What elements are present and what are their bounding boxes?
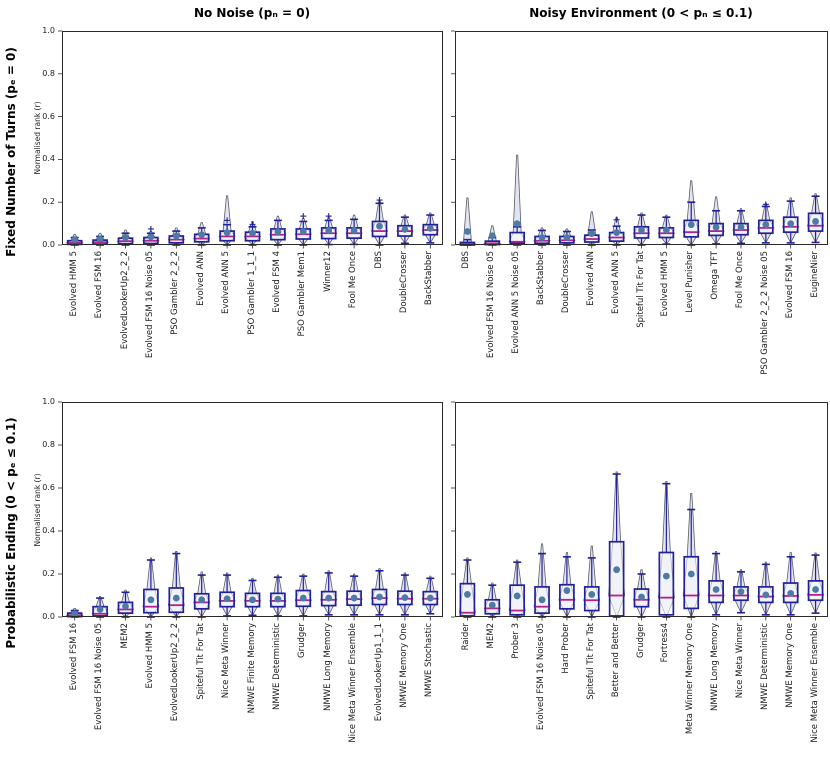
x-tick-label: PSO Gambler 2_2_2	[170, 251, 181, 335]
x-tick-label: Omega TFT	[710, 251, 721, 300]
x-tick-label: MEM2	[486, 623, 497, 649]
x-tick-label: Level Punisher	[685, 251, 696, 313]
x-tick-label: Evolved FSM 16	[784, 251, 795, 319]
x-tick-label: Evolved FSM 16	[94, 251, 105, 319]
x-tick-label: Nice Meta Winner Ensemble	[348, 623, 359, 743]
x-tick-label: Evolved FSM 16	[68, 623, 79, 691]
x-tick-label: Evolved FSM 16 Noise 05	[486, 251, 497, 359]
x-tick-label: Winner12	[322, 251, 333, 292]
y-tick-label: 0.6	[42, 483, 55, 492]
y-tick-label: 0.6	[42, 111, 55, 121]
x-tick-label: DoubleCrosser	[398, 251, 409, 314]
x-tick-label: NMWE Finite Memory	[246, 623, 257, 714]
y-tick-label: 1.0	[42, 397, 55, 406]
x-tick-label: NMWE Long Memory	[710, 623, 721, 712]
y-tick-label: 0.8	[42, 68, 55, 78]
x-tick-label: Spiteful Tit For Tat	[195, 623, 206, 700]
x-tick-label: Meta Winner Memory One	[685, 623, 696, 735]
y-tick-label: 0.8	[42, 440, 55, 449]
x-tick-label: NMWE Long Memory	[322, 623, 333, 712]
x-tick-label: Fortress4	[660, 623, 671, 663]
x-tick-label: Grudger	[635, 623, 646, 658]
x-tick-label: Prober 3	[511, 623, 522, 659]
x-tick-label: Better and Better	[610, 623, 621, 698]
x-tick-label: Raider	[461, 623, 472, 651]
x-tick-label: DoubleCrosser	[560, 251, 571, 314]
boxplot-canvas	[62, 402, 443, 617]
x-tick-label: Evolved HMM 5	[660, 251, 671, 317]
x-tick-label: BackStabber	[536, 251, 547, 306]
x-tick-label: DBS	[461, 251, 472, 269]
x-tick-label: Fool Me Once	[734, 251, 745, 309]
x-tick-label: EvolvedLookerUp2_2_2	[170, 623, 181, 722]
x-tick-label: NMWE Memory One	[398, 623, 409, 708]
x-tick-label: Evolved HMM 5	[144, 623, 155, 689]
column-title-noisy: Noisy Environment (0 < pₙ ≤ 0.1)	[529, 6, 753, 20]
x-tick-label: Evolved FSM 16 Noise 05	[94, 623, 105, 731]
x-tick-label: PSO Gambler 2_2_2 Noise 05	[759, 251, 770, 375]
y-tick-label: 0.0	[42, 240, 55, 249]
x-tick-label: Fool Me Once	[348, 251, 359, 309]
x-tick-label: BackStabber	[424, 251, 435, 306]
x-tick-label: Evolved HMM 5	[68, 251, 79, 317]
boxplot-panel-no-noise-probabilistic	[42, 397, 443, 743]
boxplot-canvas	[455, 31, 828, 245]
boxplot-canvas	[455, 402, 828, 617]
y-tick-label: 1.0	[42, 26, 55, 35]
x-tick-label: Spiteful Tit For Tat	[635, 251, 646, 328]
y-axis-label: Normalised rank (r)	[33, 101, 42, 175]
x-tick-label: Evolved ANN	[195, 251, 206, 306]
boxplot-panel-noisy-fixed	[455, 31, 828, 375]
x-tick-label: Hard Prober	[560, 623, 571, 674]
column-title-no-noise: No Noise (pₙ = 0)	[193, 6, 311, 20]
y-tick-label: 0.4	[42, 526, 55, 535]
x-tick-label: Spiteful Tit For Tat	[585, 623, 596, 700]
y-tick-label: 0.4	[42, 154, 55, 164]
x-tick-label: NMWE Memory One	[784, 623, 795, 708]
row-title-fixed-turns: Fixed Number of Turns (pₑ = 0)	[4, 47, 18, 257]
x-tick-label: PSO Gambler 1_1_1	[246, 251, 257, 335]
x-tick-label: EvolvedLookerUp2_2_2	[119, 251, 130, 350]
x-tick-label: Grudger	[297, 623, 308, 658]
y-axis-label: Normalised rank (r)	[33, 473, 42, 547]
x-tick-label: Nice Meta Winner	[221, 623, 232, 699]
boxplot-panel-no-noise-fixed	[42, 26, 443, 359]
x-tick-label: NMWE Deterministic	[759, 623, 770, 711]
x-tick-label: Evolved FSM 16 Noise 05	[536, 623, 547, 731]
x-tick-label: Evolved FSM 4	[271, 251, 282, 313]
x-tick-label: Evolved ANN 5	[610, 251, 621, 314]
row-title-probabilistic-ending: Probabilistic Ending (0 < pₑ ≤ 0.1)	[4, 417, 18, 649]
x-tick-label: Evolved ANN	[585, 251, 596, 306]
x-tick-label: Nice Meta Winner	[734, 623, 745, 699]
x-tick-label: NMWE Deterministic	[271, 623, 282, 711]
x-tick-label: Evolved ANN 5	[221, 251, 232, 314]
x-tick-label: NMWE Stochastic	[424, 623, 435, 698]
x-tick-label: Evolved FSM 16 Noise 05	[144, 251, 155, 359]
x-tick-label: Evolved ANN 5 Noise 05	[511, 251, 522, 354]
x-tick-label: DBS	[373, 251, 384, 269]
y-tick-label: 0.2	[42, 569, 55, 578]
boxplot-panel-noisy-probabilistic	[455, 402, 828, 743]
boxplot-canvas	[62, 31, 443, 245]
y-tick-label: 0.0	[42, 612, 55, 621]
x-tick-label: EugineNier	[809, 251, 820, 298]
x-tick-label: EvolvedLookerUp1_1_1	[373, 623, 384, 722]
y-tick-label: 0.2	[42, 197, 55, 207]
x-tick-label: PSO Gambler Mem1	[297, 251, 308, 337]
x-tick-label: Nice Meta Winner Ensemble	[809, 623, 820, 743]
x-tick-label: MEM2	[119, 623, 130, 649]
